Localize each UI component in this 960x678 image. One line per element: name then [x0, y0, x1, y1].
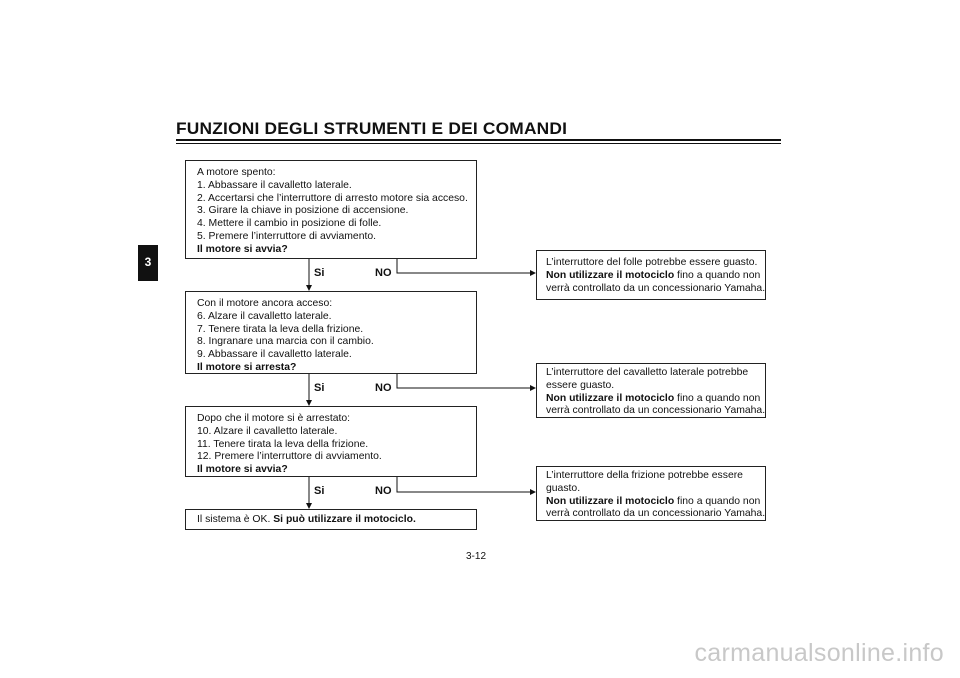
- no-arrow-3: [397, 477, 535, 492]
- yes-label-2: Si: [314, 382, 325, 394]
- step-1-line: 5. Premere l’interruttore di avviamento.: [197, 230, 377, 242]
- fault-1-line: L’interruttore del folle potrebbe essere guasto.: [546, 257, 758, 268]
- fault-1-warning-rest: fino a quando non: [674, 269, 761, 281]
- no-label-2: NO: [375, 382, 392, 394]
- step-1-line: 1. Abbassare il cavalletto laterale.: [197, 179, 352, 191]
- no-label-3: NO: [375, 485, 392, 497]
- fault-2-line: L’interruttore del cavalletto laterale potrebbe: [546, 367, 749, 378]
- step-3-line: 10. Alzare il cavalletto laterale.: [197, 425, 338, 437]
- step-3-line: 12. Premere l’interruttore di avviamento.: [197, 451, 382, 463]
- fault-3-warning-bold: Non utilizzare il motociclo: [546, 495, 675, 507]
- result-box: [185, 509, 477, 530]
- result-bold: Si può utilizzare il motociclo.: [273, 514, 416, 525]
- yes-label-3: Si: [314, 485, 325, 497]
- fault-3-warning: [546, 496, 759, 509]
- fault-2-line: verrà controllato da un concessionario Yamaha.: [546, 405, 766, 417]
- step-1-line: 3. Girare la chiave in posizione di accensione.: [197, 205, 409, 217]
- fault-2-warning-bold: Non utilizzare il motociclo: [546, 392, 675, 404]
- no-label-1: NO: [375, 267, 392, 279]
- step-2-question: Il motore si arresta?: [197, 361, 297, 373]
- step-3-box: [185, 406, 477, 477]
- fault-2-warning-rest: fino a quando non: [674, 392, 761, 404]
- fault-3-line: guasto.: [546, 482, 581, 494]
- fault-2-warning: [546, 393, 759, 406]
- fault-1-warning: [546, 270, 759, 283]
- step-1-question: Il motore si avvia?: [197, 243, 288, 255]
- result-text: Il sistema è OK.: [197, 514, 271, 525]
- step-1-line: 2. Accertarsi che l’interruttore di arresto motore sia acceso.: [197, 192, 468, 204]
- step-2-line: 9. Abbassare il cavalletto laterale.: [197, 349, 352, 361]
- no-arrow-2: [397, 374, 535, 388]
- step-2-line: 8. Ingranare una marcia con il cambio.: [197, 336, 374, 348]
- step-2-line: Con il motore ancora acceso:: [197, 298, 333, 309]
- fault-3-warning-rest: fino a quando non: [674, 495, 761, 507]
- step-1-box: [185, 160, 477, 259]
- fault-3-line: L’interruttore della frizione potrebbe essere: [546, 470, 743, 481]
- step-3-line: Dopo che il motore si è arrestato:: [197, 413, 351, 424]
- step-3-question: Il motore si avvia?: [197, 464, 288, 476]
- page-number: 3-12: [466, 551, 487, 562]
- result-line: [197, 514, 466, 527]
- step-3-line: 11. Tenere tirata la leva della frizione.: [197, 438, 369, 450]
- chapter-number: 3: [144, 255, 152, 269]
- step-2-line: 6. Alzare il cavalletto laterale.: [197, 310, 332, 322]
- step-1-line: A motore spento:: [197, 167, 276, 178]
- fault-1-line: verrà controllato da un concessionario Yamaha.: [546, 282, 766, 294]
- fault-2-line: essere guasto.: [546, 379, 615, 391]
- step-2-line: 7. Tenere tirata la leva della frizione.: [197, 323, 364, 335]
- step-1-line: 4. Mettere il cambio in posizione di folle.: [197, 218, 382, 230]
- yes-label-1: Si: [314, 267, 325, 279]
- fault-1-box: [536, 250, 766, 300]
- no-arrow-1: [397, 259, 535, 273]
- fault-2-box: [536, 363, 766, 418]
- step-2-box: [185, 291, 477, 374]
- watermark: carmanualsonline.info: [694, 639, 944, 667]
- fault-3-line: verrà controllato da un concessionario Yamaha.: [546, 508, 766, 520]
- fault-1-warning-bold: Non utilizzare il motociclo: [546, 269, 675, 281]
- fault-3-box: [536, 466, 766, 521]
- page-title: FUNZIONI DEGLI STRUMENTI E DEI COMANDI: [176, 119, 568, 138]
